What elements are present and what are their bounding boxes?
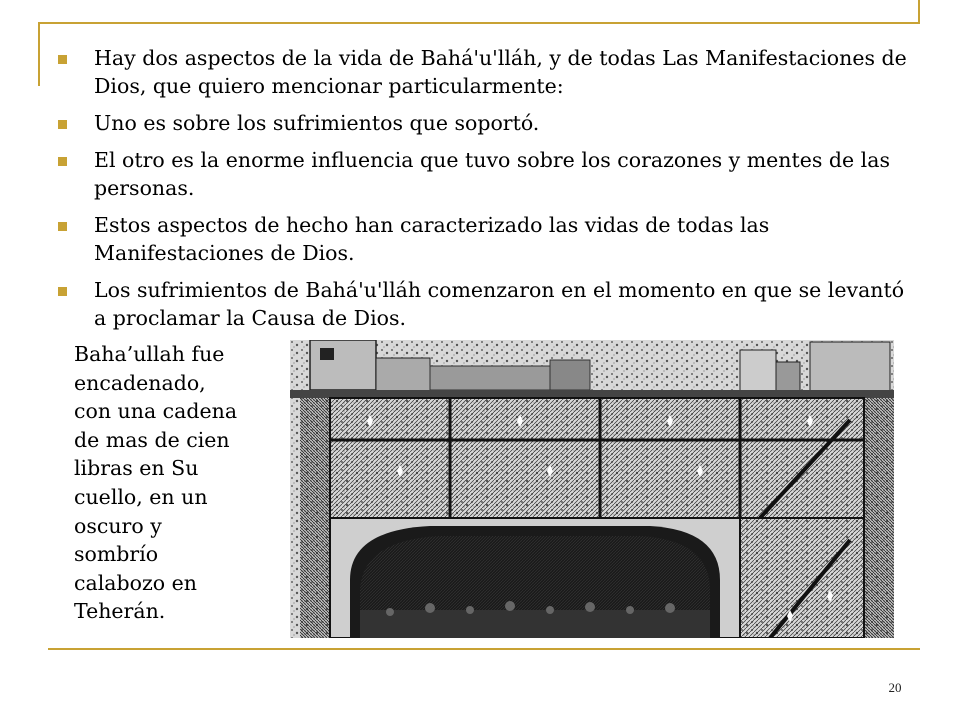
bullet-text: Hay dos aspectos de la vida de Bahá'u'lláh, y de todas Las Manifestaciones de Dios, que quiero mencionar particularmente: [94,46,907,98]
bullet-item [58,44,918,100]
bullet-text: Uno es sobre los sufrimientos que soportó. [94,111,540,135]
bullet-square-icon [58,157,67,166]
top-rule-vertical [918,0,920,24]
bullet-list [58,44,918,341]
bottom-rule [48,648,920,650]
top-rule [40,22,920,24]
bullet-text: Estos aspectos de hecho han caracterizado las vidas de todas las Manifestaciones de Dios. [94,213,770,265]
bullet-text: Los sufrimientos de Bahá'u'lláh comenzaron en el momento en que se levantó a proclamar la Causa de Dios. [94,278,905,330]
bullet-square-icon [58,55,67,64]
image-caption: Baha’ullah fue encadenado, con una cadena de mas de cien libras en Su cuello, en un oscuro y sombrío calabozo en Teherán. [74,342,238,624]
page-number: 20 [888,680,902,695]
bullet-square-icon [58,222,67,231]
bullet-item [58,211,918,267]
bullet-item [58,276,918,332]
dungeon-illustration [290,340,894,638]
bullet-square-icon [58,120,67,129]
bullet-item [58,109,918,137]
bullet-item [58,146,918,202]
left-rule-vertical [38,22,40,86]
bullet-text: El otro es la enorme influencia que tuvo sobre los corazones y mentes de las personas. [94,148,890,200]
bullet-square-icon [58,287,67,296]
